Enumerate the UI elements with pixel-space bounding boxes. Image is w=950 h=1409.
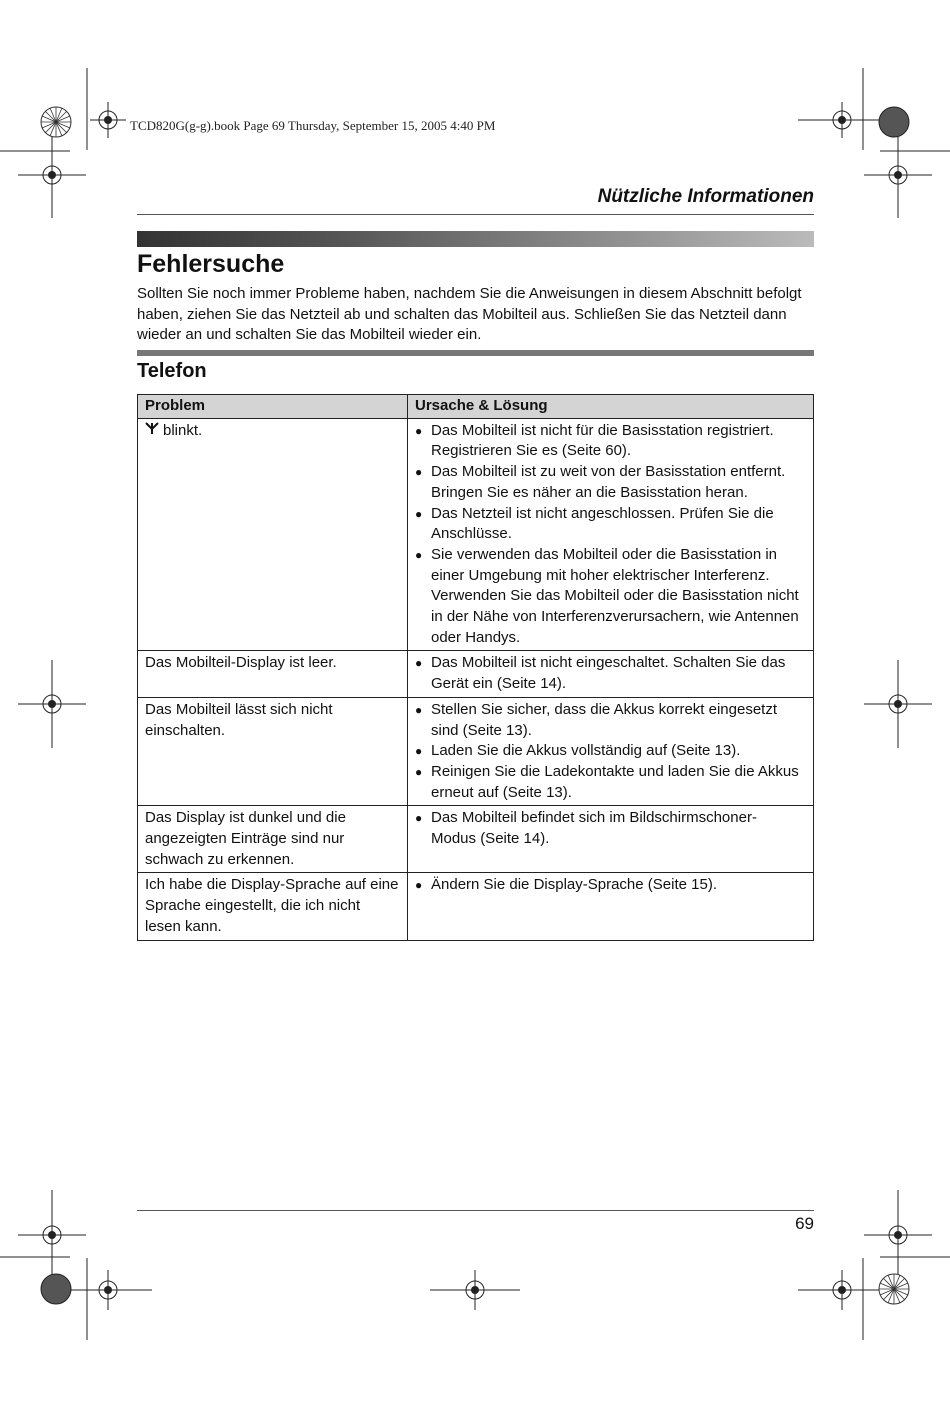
problem-cell: blinkt. [138, 418, 408, 651]
footer-rule [137, 1210, 814, 1211]
page-title: Fehlersuche [137, 250, 285, 278]
list-item: ● Das Mobilteil ist nicht für die Basisstation registriert. Registrieren Sie es (Seite 60). [415, 421, 806, 462]
solution-cell [408, 418, 814, 651]
table-row [138, 418, 814, 651]
troubleshooting-table [137, 394, 814, 941]
list-item: ● Das Netzteil ist nicht angeschlossen. Prüfen Sie die Anschlüsse. [415, 504, 806, 545]
solution-cell [408, 651, 814, 697]
table-row [138, 651, 814, 697]
column-header-solution: Ursache & Lösung [408, 395, 814, 419]
list-item: ● Sie verwenden das Mobilteil oder die Basisstation in einer Umgebung mit hoher elektrischer Interferenz. Verwenden Sie das Mobilteil oder die Basisstation nicht in der Nähe von Interferenzverursachern, wie Antennen oder Handys. [415, 545, 806, 649]
table-row [138, 697, 814, 806]
list-item: ● Stellen Sie sicher, dass die Akkus korrekt eingesetzt sind (Seite 13). [415, 700, 806, 741]
list-item: ● Das Mobilteil befindet sich im Bildschirmschoner- Modus (Seite 14). [415, 808, 806, 849]
solution-cell [408, 806, 814, 873]
intro-paragraph: Sollten Sie noch immer Probleme haben, nachdem Sie die Anweisungen in diesem Abschnitt befolgt haben, ziehen Sie das Netzteil ab und schalten das Mobilteil aus. Schließen Sie das Netzteil dann wieder an und schalten Sie das Mobilteil wieder ein. [137, 285, 802, 343]
problem-cell: Ich habe die Display-Sprache auf eine Sprache eingestellt, die ich nicht lesen kann. [138, 873, 408, 940]
problem-cell: Das Mobilteil-Display ist leer. [138, 651, 408, 697]
print-info-line: TCD820G(g-g).book Page 69 Thursday, September 15, 2005 4:40 PM [130, 118, 496, 133]
list-item: ● Reinigen Sie die Ladekontakte und laden Sie die Akkus erneut auf (Seite 13). [415, 762, 806, 803]
problem-cell: Das Display ist dunkel und die angezeigten Einträge sind nur schwach zu erkennen. [138, 806, 408, 873]
table-row [138, 873, 814, 940]
antenna-icon [145, 421, 159, 442]
page-number: 69 [795, 1214, 814, 1233]
solution-cell [408, 873, 814, 940]
list-item: ● Laden Sie die Akkus vollständig auf (Seite 13). [415, 741, 806, 762]
list-item: ● Das Mobilteil ist zu weit von der Basisstation entfernt. Bringen Sie es näher an die Basisstation heran. [415, 462, 806, 503]
table-row [138, 806, 814, 873]
solution-cell [408, 697, 814, 806]
section-title: Nützliche Informationen [597, 186, 814, 207]
column-header-problem: Problem [138, 395, 408, 419]
list-item: ● Das Mobilteil ist nicht eingeschaltet. Schalten Sie das Gerät ein (Seite 14). [415, 653, 806, 694]
header-rule [137, 214, 814, 215]
problem-cell: Das Mobilteil lässt sich nicht einschalten. [138, 697, 408, 806]
title-gradient-bar [137, 231, 814, 247]
subsection-title: Telefon [137, 360, 207, 382]
list-item: ● Ändern Sie die Display-Sprache (Seite 15). [415, 875, 806, 896]
subsection-bar [137, 350, 814, 356]
table-header-row [138, 395, 814, 419]
